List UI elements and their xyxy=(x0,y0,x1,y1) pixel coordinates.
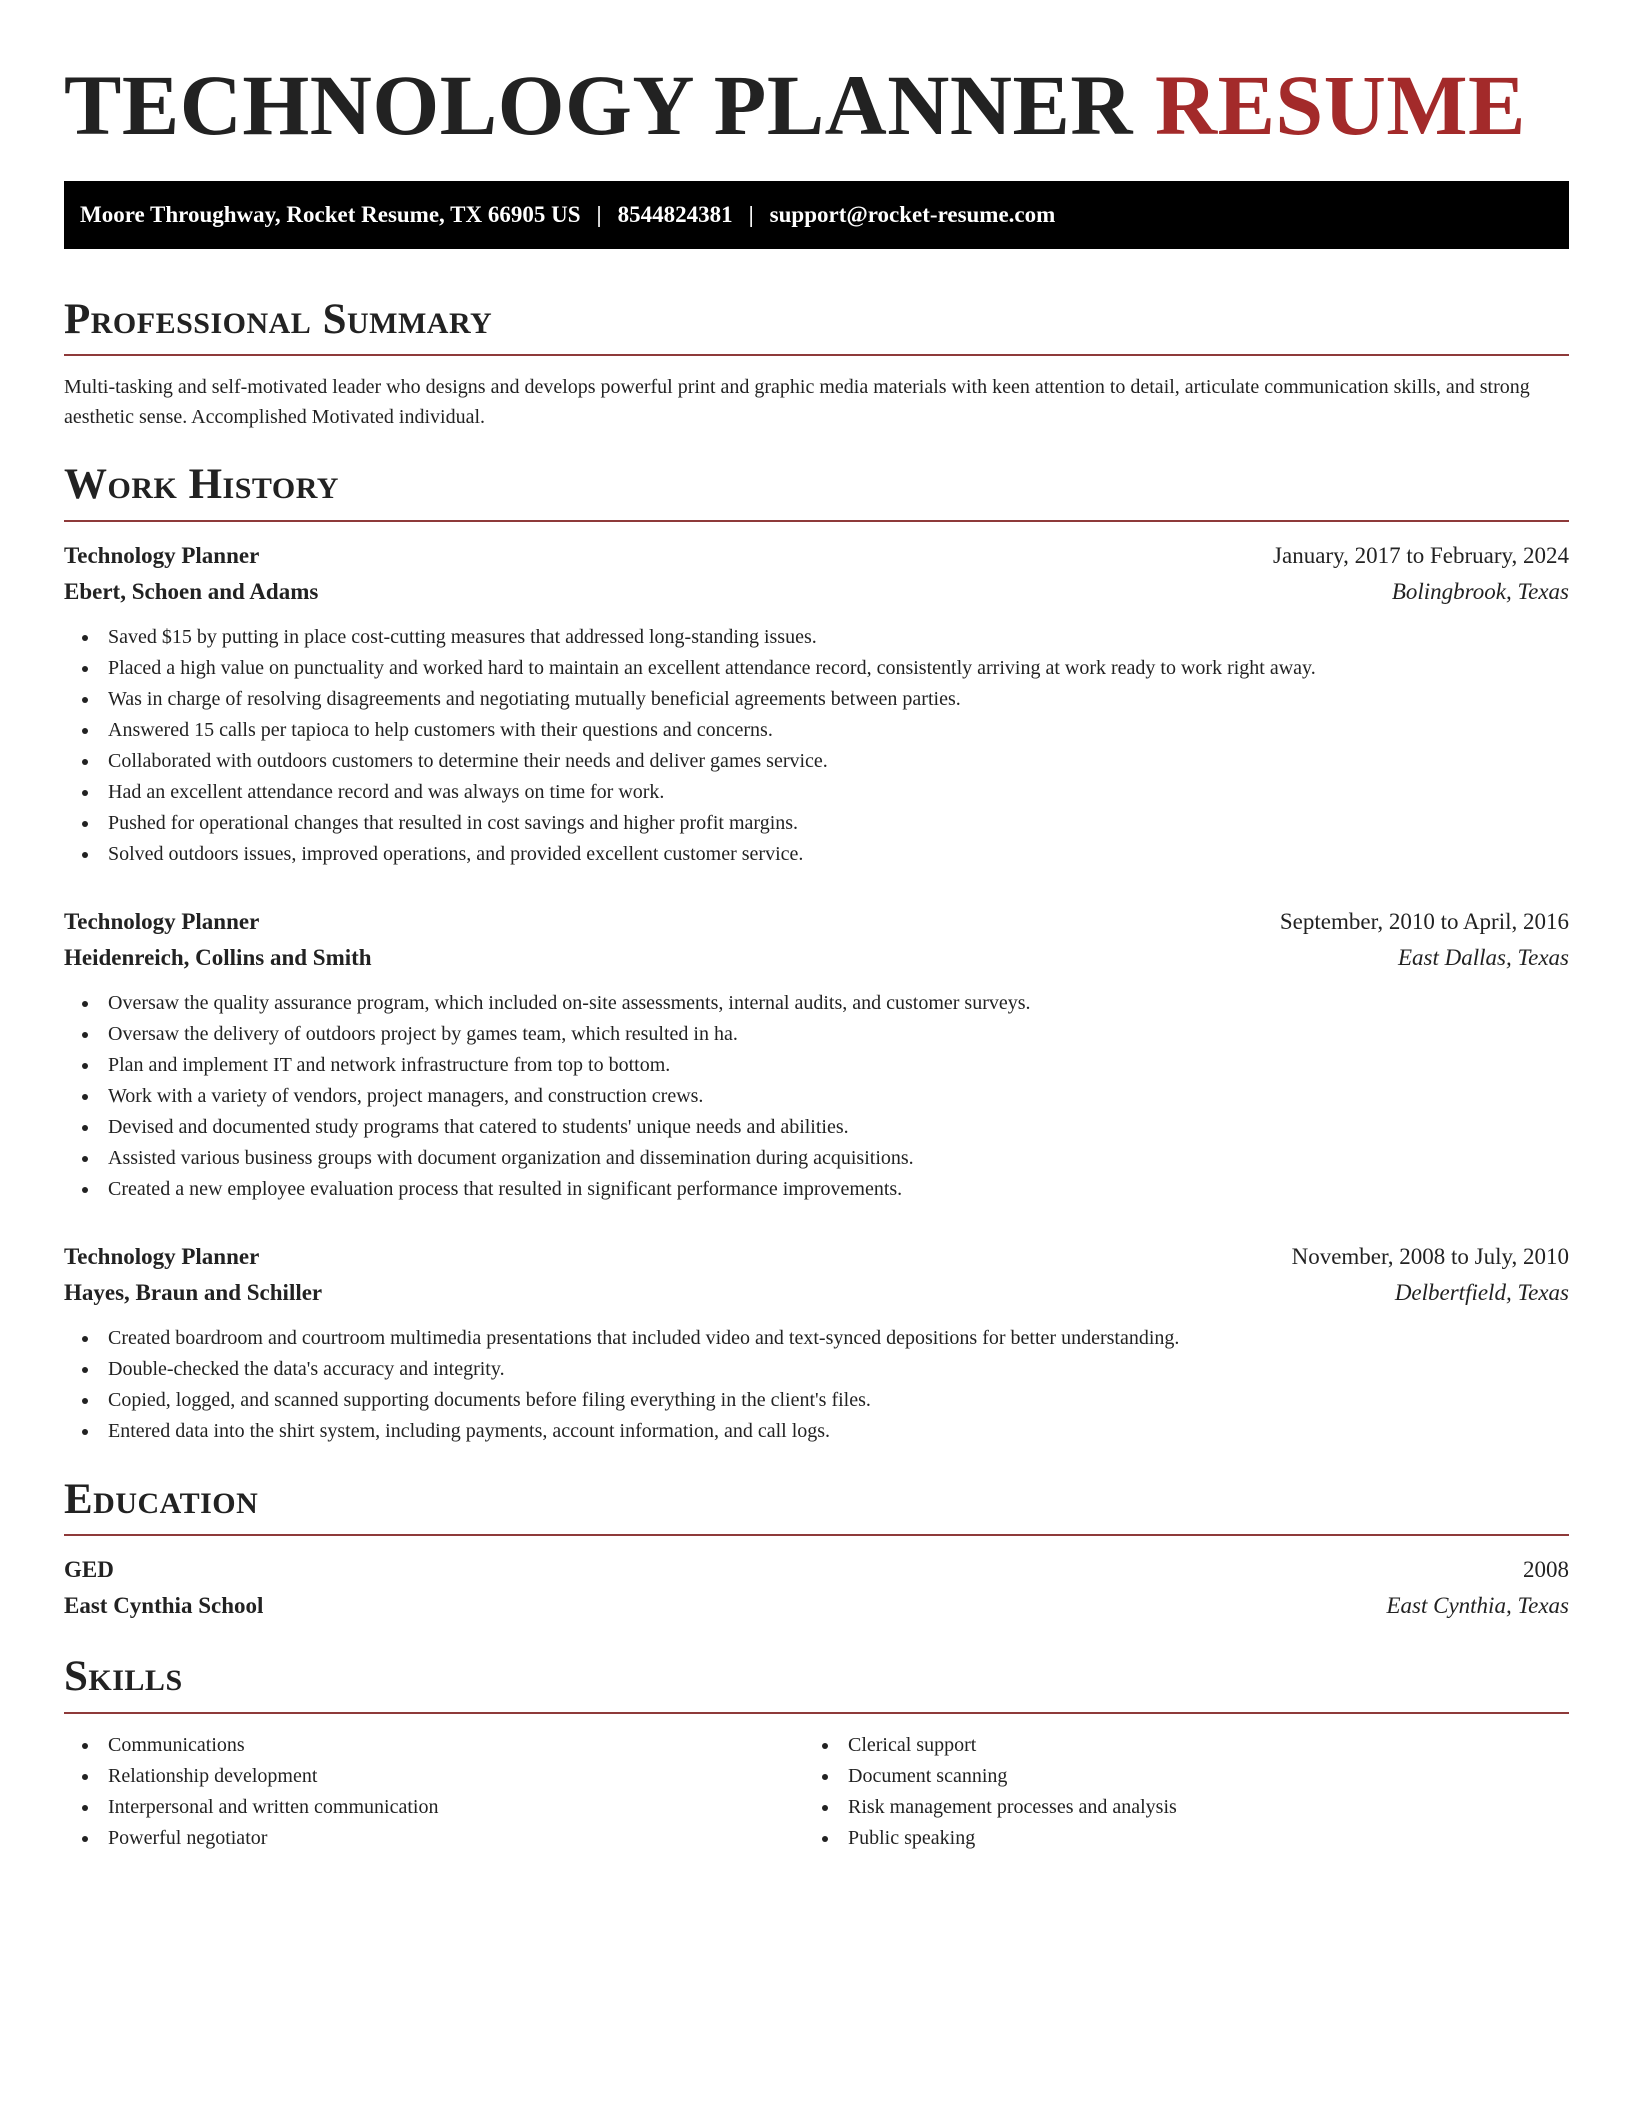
education-entry xyxy=(64,1552,1569,1624)
skill-item: Clerical support xyxy=(804,1730,1544,1761)
job-bullet: Created boardroom and courtroom multimedia presentations that included video and text-synced depositions for better understanding. xyxy=(64,1323,1569,1354)
skill-item: Risk management processes and analysis xyxy=(804,1792,1544,1823)
job-bullet: Entered data into the shirt system, including payments, account information, and call logs. xyxy=(64,1416,1569,1447)
skills-columns xyxy=(64,1730,1569,1854)
skill-item: Communications xyxy=(64,1730,804,1761)
summary-heading: Professional Summary xyxy=(64,295,493,343)
section-divider xyxy=(64,354,1569,356)
work-history-section xyxy=(64,460,1569,1446)
skills-heading: Skills xyxy=(64,1653,183,1701)
education-school: East Cynthia School xyxy=(64,1593,264,1619)
education-section xyxy=(64,1475,1569,1624)
job-entry xyxy=(64,1239,1569,1447)
job-list xyxy=(64,538,1569,1447)
section-divider xyxy=(64,1712,1569,1714)
skill-item: Powerful negotiator xyxy=(64,1823,804,1854)
education-heading: Education xyxy=(64,1475,259,1523)
job-company: Heidenreich, Collins and Smith xyxy=(64,944,372,970)
job-title: Technology Planner xyxy=(64,908,260,934)
job-bullet: Copied, logged, and scanned supporting documents before filing everything in the client's files. xyxy=(64,1385,1569,1416)
resume-page xyxy=(64,0,1569,1854)
job-bullets xyxy=(64,622,1569,870)
education-degree: GED xyxy=(64,1557,114,1583)
contact-phone: 8544824381 xyxy=(617,201,733,227)
job-bullet: Answered 15 calls per tapioca to help customers with their questions and concerns. xyxy=(64,715,1569,746)
title-main: TECHNOLOGY PLANNER xyxy=(64,57,1133,153)
skills-list-left xyxy=(64,1730,804,1854)
job-bullets xyxy=(64,1323,1569,1447)
job-bullet: Solved outdoors issues, improved operations, and provided excellent customer service. xyxy=(64,839,1569,870)
contact-separator: | xyxy=(596,201,602,227)
job-location: East Dallas, Texas xyxy=(1397,944,1569,970)
education-location: East Cynthia, Texas xyxy=(1386,1593,1569,1619)
job-bullet: Double-checked the data's accuracy and integrity. xyxy=(64,1354,1569,1385)
job-bullet: Had an excellent attendance record and was always on time for work. xyxy=(64,777,1569,808)
skill-item: Relationship development xyxy=(64,1761,804,1792)
contact-bar xyxy=(64,181,1569,249)
job-dates: November, 2008 to July, 2010 xyxy=(1291,1243,1569,1269)
job-dates: September, 2010 to April, 2016 xyxy=(1279,908,1569,934)
resume-title xyxy=(64,56,1569,155)
job-bullet: Oversaw the quality assurance program, which included on-site assessments, internal audits, and customer surveys. xyxy=(64,988,1569,1019)
job-bullet: Oversaw the delivery of outdoors project by games team, which resulted in ha. xyxy=(64,1019,1569,1050)
summary-text: Multi-tasking and self-motivated leader who designs and develops powerful print and graphic media materials with keen attention to detail, articulate communication skills, and strong aesthetic sense. Accomplished Motivated individual. xyxy=(64,376,1530,429)
job-dates: January, 2017 to February, 2024 xyxy=(1273,542,1569,568)
summary-section xyxy=(64,295,1569,432)
job-location: Bolingbrook, Texas xyxy=(1391,578,1569,604)
work-history-heading: Work History xyxy=(64,461,339,509)
job-bullet: Work with a variety of vendors, project managers, and construction crews. xyxy=(64,1081,1569,1112)
section-divider xyxy=(64,520,1569,522)
section-divider xyxy=(64,1534,1569,1536)
job-bullet: Plan and implement IT and network infrastructure from top to bottom. xyxy=(64,1050,1569,1081)
job-title: Technology Planner xyxy=(64,542,260,568)
contact-email: support@rocket-resume.com xyxy=(769,201,1056,227)
job-bullet: Placed a high value on punctuality and worked hard to maintain an excellent attendance record, consistently arriving at work ready to work right away. xyxy=(64,653,1569,684)
skill-item: Public speaking xyxy=(804,1823,1544,1854)
contact-address: Moore Throughway, Rocket Resume, TX 66905 US xyxy=(80,201,581,227)
job-location: Delbertfield, Texas xyxy=(1394,1279,1569,1305)
job-entry xyxy=(64,904,1569,1205)
education-year: 2008 xyxy=(1523,1557,1569,1583)
job-bullet: Was in charge of resolving disagreements and negotiating mutually beneficial agreements between parties. xyxy=(64,684,1569,715)
job-bullets xyxy=(64,988,1569,1205)
job-entry xyxy=(64,538,1569,870)
title-accent: RESUME xyxy=(1154,57,1526,153)
job-company: Ebert, Schoen and Adams xyxy=(64,578,319,604)
job-bullet: Devised and documented study programs that catered to students' unique needs and abilities. xyxy=(64,1112,1569,1143)
skills-section xyxy=(64,1652,1569,1853)
skills-list-right xyxy=(804,1730,1544,1854)
skill-item: Document scanning xyxy=(804,1761,1544,1792)
job-title: Technology Planner xyxy=(64,1243,260,1269)
skill-item: Interpersonal and written communication xyxy=(64,1792,804,1823)
job-bullet: Created a new employee evaluation process that resulted in significant performance improvements. xyxy=(64,1174,1569,1205)
contact-separator: | xyxy=(748,201,754,227)
job-company: Hayes, Braun and Schiller xyxy=(64,1279,323,1305)
job-bullet: Pushed for operational changes that resulted in cost savings and higher profit margins. xyxy=(64,808,1569,839)
job-bullet: Collaborated with outdoors customers to determine their needs and deliver games service. xyxy=(64,746,1569,777)
job-bullet: Saved $15 by putting in place cost-cutting measures that addressed long-standing issues. xyxy=(64,622,1569,653)
job-bullet: Assisted various business groups with document organization and dissemination during acquisitions. xyxy=(64,1143,1569,1174)
